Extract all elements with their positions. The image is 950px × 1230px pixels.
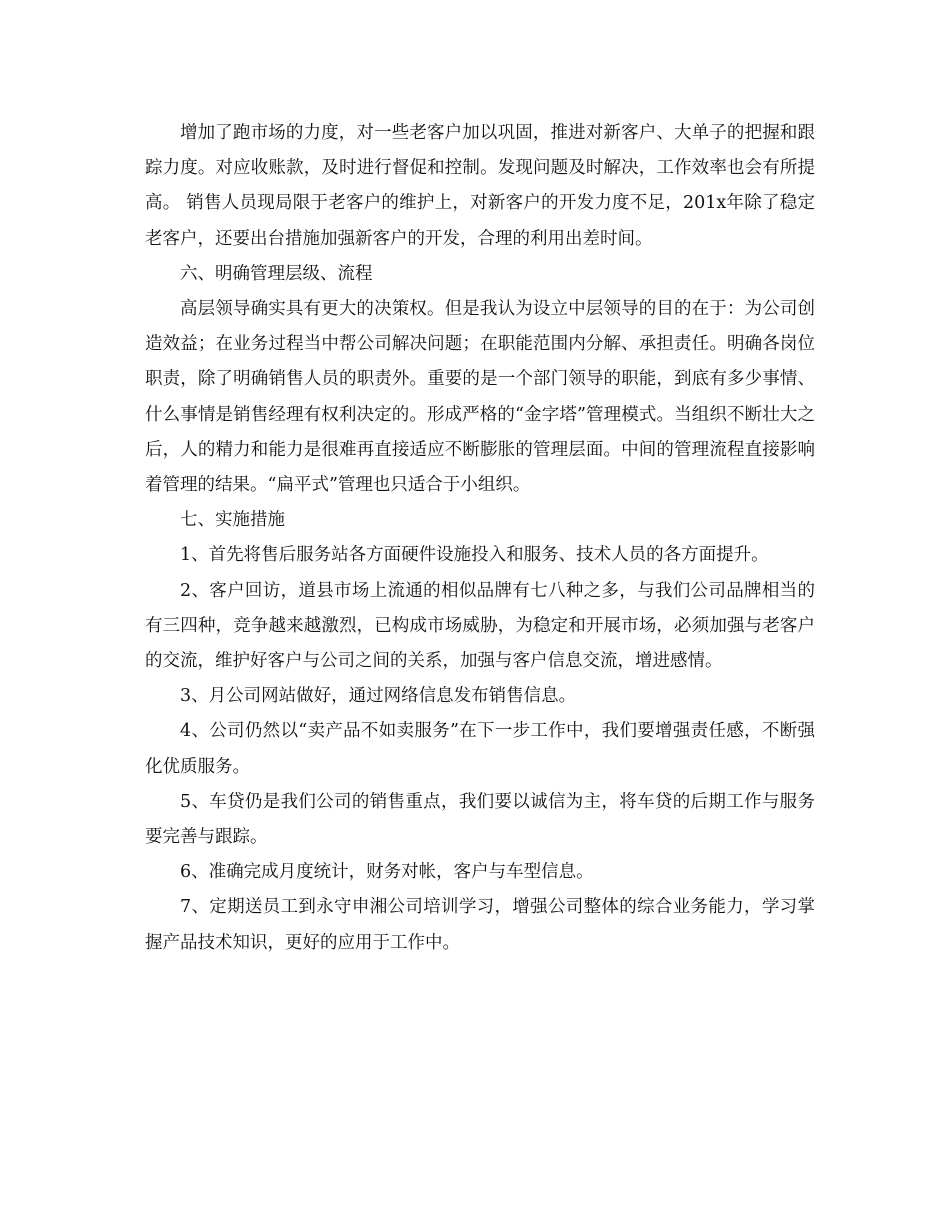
list-item-measure-1: 1、首先将售后服务站各方面硬件设施投入和服务、技术人员的各方面提升。: [180, 545, 769, 566]
list-item-measure-5: 5、车贷仍是我们公司的销售重点，我们要以诚信为主，将车贷的后期工作与服务要完善与跟踪。: [145, 791, 815, 848]
paragraph-management-levels: 高层领导确实具有更大的决策权。但是我认为设立中层领导的目的在于：为公司创造效益；在业务过程当中帮公司解决问题；在职能范围内分解、承担责任。明确各岗位职责，除了明确销售人员的职责外。重要的是一个部门领导的职能，到底有多少事情、什么事情是销售经理有权利决定的。形成严格的“金字塔”管理模式。当组织不断壮大之后，人的精力和能力是很难再直接适应不断膨胀的管理层面。中间的管理流程直接影响着管理的结果。“扁平式”管理也只适合于小组织。: [145, 299, 815, 496]
list-item-measure-6: 6、准确完成月度统计，财务对帐，客户与车型信息。: [180, 862, 594, 883]
section-heading-measures: 七、实施措施: [180, 510, 285, 531]
document-body: [145, 116, 815, 961]
section-heading-management: 六、明确管理层级、流程: [180, 263, 373, 284]
list-item-measure-2: 2、客户回访，道县市场上流通的相似品牌有七八种之多，与我们公司品牌相当的有三四种，竞争越来越激烈，已构成市场威胁，为稳定和开展市场，必须加强与老客户的交流，维护好客户与公司之间的关系，加强与客户信息交流，增进感情。: [145, 580, 815, 672]
list-item-measure-7: 7、定期送员工到永守申湘公司培训学习，增强公司整体的综合业务能力，学习掌握产品技术知识，更好的应用于工作中。: [145, 897, 815, 953]
paragraph-market-efforts: 增加了跑市场的力度，对一些老客户加以巩固，推进对新客户、大单子的把握和跟踪力度。对应收账款，及时进行督促和控制。发现问题及时解决，工作效率也会有所提高。 销售人员现局限于老客户的维护上，对新客户的开发力度不足，201x年除了稳定老客户，还要出台措施加强新客户的开发，合理的利用出差时间。: [145, 123, 815, 249]
list-item-measure-4: 4、公司仍然以“卖产品不如卖服务”在下一步工作中，我们要增强责任感，不断强化优质服务。: [145, 721, 815, 777]
list-item-measure-3: 3、月公司网站做好，通过网络信息发布销售信息。: [180, 686, 577, 707]
